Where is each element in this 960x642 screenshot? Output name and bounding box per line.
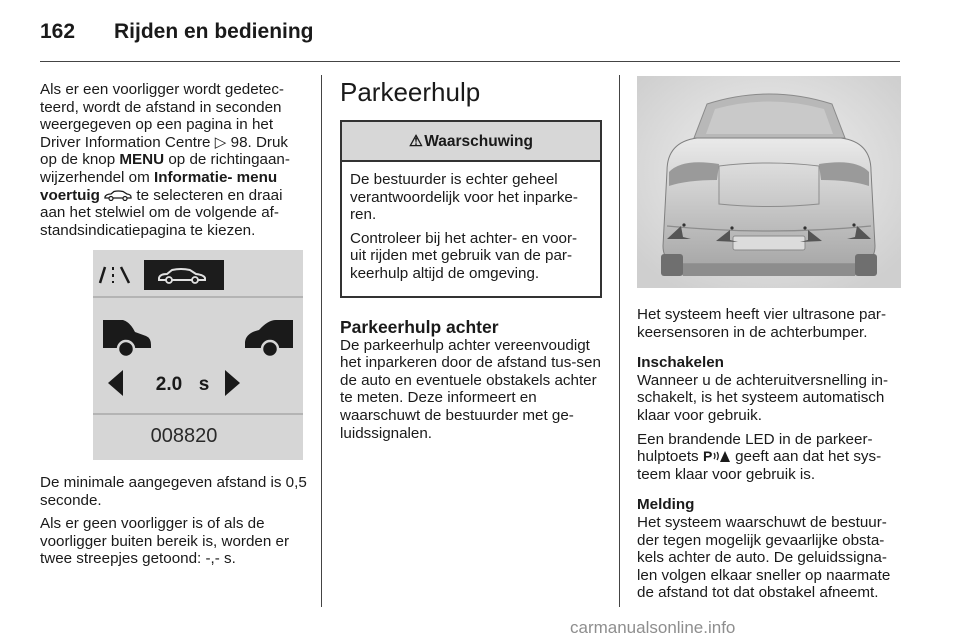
page-title: Rijden en bediening — [114, 20, 314, 43]
parking-assist-button-icon — [703, 449, 731, 463]
column-2 — [340, 77, 602, 442]
section-heading: Parkeerhulp — [340, 77, 481, 107]
column-divider-2 — [619, 75, 620, 607]
vehicle-menu-icon — [104, 190, 132, 201]
subsection-heading: Parkeerhulp achter — [340, 316, 499, 337]
following-distance-display-illustration — [93, 250, 303, 460]
page-ref-arrow-icon: ▷ — [214, 133, 231, 151]
distance-unit: s — [198, 374, 210, 395]
rear-bumper-sensors-illustration — [637, 76, 901, 288]
odometer-value: 008820 — [150, 425, 218, 447]
activation-paragraph: Wanneer u de achteruitversnelling in-schakelt, is het systeem automatisch klaar voor gebruik. — [637, 371, 889, 424]
sensors-paragraph: Het systeem heeft vier ultrasone par-keersensoren in de achterbumper. — [637, 306, 887, 341]
selected-tab — [144, 260, 224, 290]
activation-heading: Inschakelen — [637, 354, 724, 372]
warning-paragraph-1: De bestuurder is echter geheel verantwoordelijk voor het inparke-ren. — [350, 171, 578, 224]
no-vehicle-paragraph: Als er geen voorligger is of als de voorligger buiten bereik is, worden er twee streepjes getoond: -,- s. — [40, 515, 290, 568]
min-distance-paragraph: De minimale aangegeven afstand is 0,5 seconde. — [40, 474, 307, 509]
vehicle-info-menu-label: Informatie- menu voertuig — [40, 168, 278, 204]
alert-paragraph: Het systeem waarschuwt de bestuur-der tegen mogelijk gevaarlijke obsta-kels achter de auto. De geluidssigna-len volgen elkaar sneller op naarmate de afstand tot dat obstakel afneemt. — [637, 513, 891, 602]
warning-box — [340, 120, 602, 298]
led-paragraph: Een brandende LED in de parkeer-hulptoets P geeft aan dat het sys-teem klaar voor gebruik is. — [637, 430, 882, 483]
page-header — [40, 20, 314, 44]
column-1-lower — [40, 474, 308, 568]
rear-parking-paragraph: De parkeerhulp achter vereenvoudigt het inparkeren door de afstand tus-sen de auto en eventuele obstakels achter te meten. Deze informeert en waarschuwt de bestuurder met ge-luidssignalen. — [340, 336, 601, 442]
warning-header: ⚠ Waarschuwing — [342, 122, 600, 162]
svg-text:P: P — [702, 449, 713, 464]
column-3 — [637, 306, 901, 602]
menu-button-label: MENU — [119, 151, 165, 169]
column-1 — [40, 81, 308, 239]
warning-paragraph-2: Controleer bij het achter- en voor-uit rijden met gebruik van de par-keerhulp altijd de omgeving. — [350, 229, 578, 282]
warning-triangle-icon: ⚠ — [408, 133, 423, 150]
alert-heading: Melding — [637, 496, 695, 514]
watermark: carmanualsonline.info — [570, 618, 736, 637]
column-divider-1 — [321, 75, 322, 607]
header-rule — [40, 61, 900, 62]
intro-paragraph: Als er een voorligger wordt gedetec-teerd, wordt de afstand in seconden weergegeven op een pagina in het Driver Information Centre ▷ 98. Druk op de knop MENU op de richtingaan-wijzerhendel om Informatie- menu voertuig te selecteren en draai aan het stelwiel om de volgende af-standsindicatiepagina te kiezen. — [40, 81, 290, 239]
page-number: 162 — [40, 20, 76, 43]
distance-value: 2.0 — [155, 374, 183, 395]
warning-body — [342, 162, 600, 296]
